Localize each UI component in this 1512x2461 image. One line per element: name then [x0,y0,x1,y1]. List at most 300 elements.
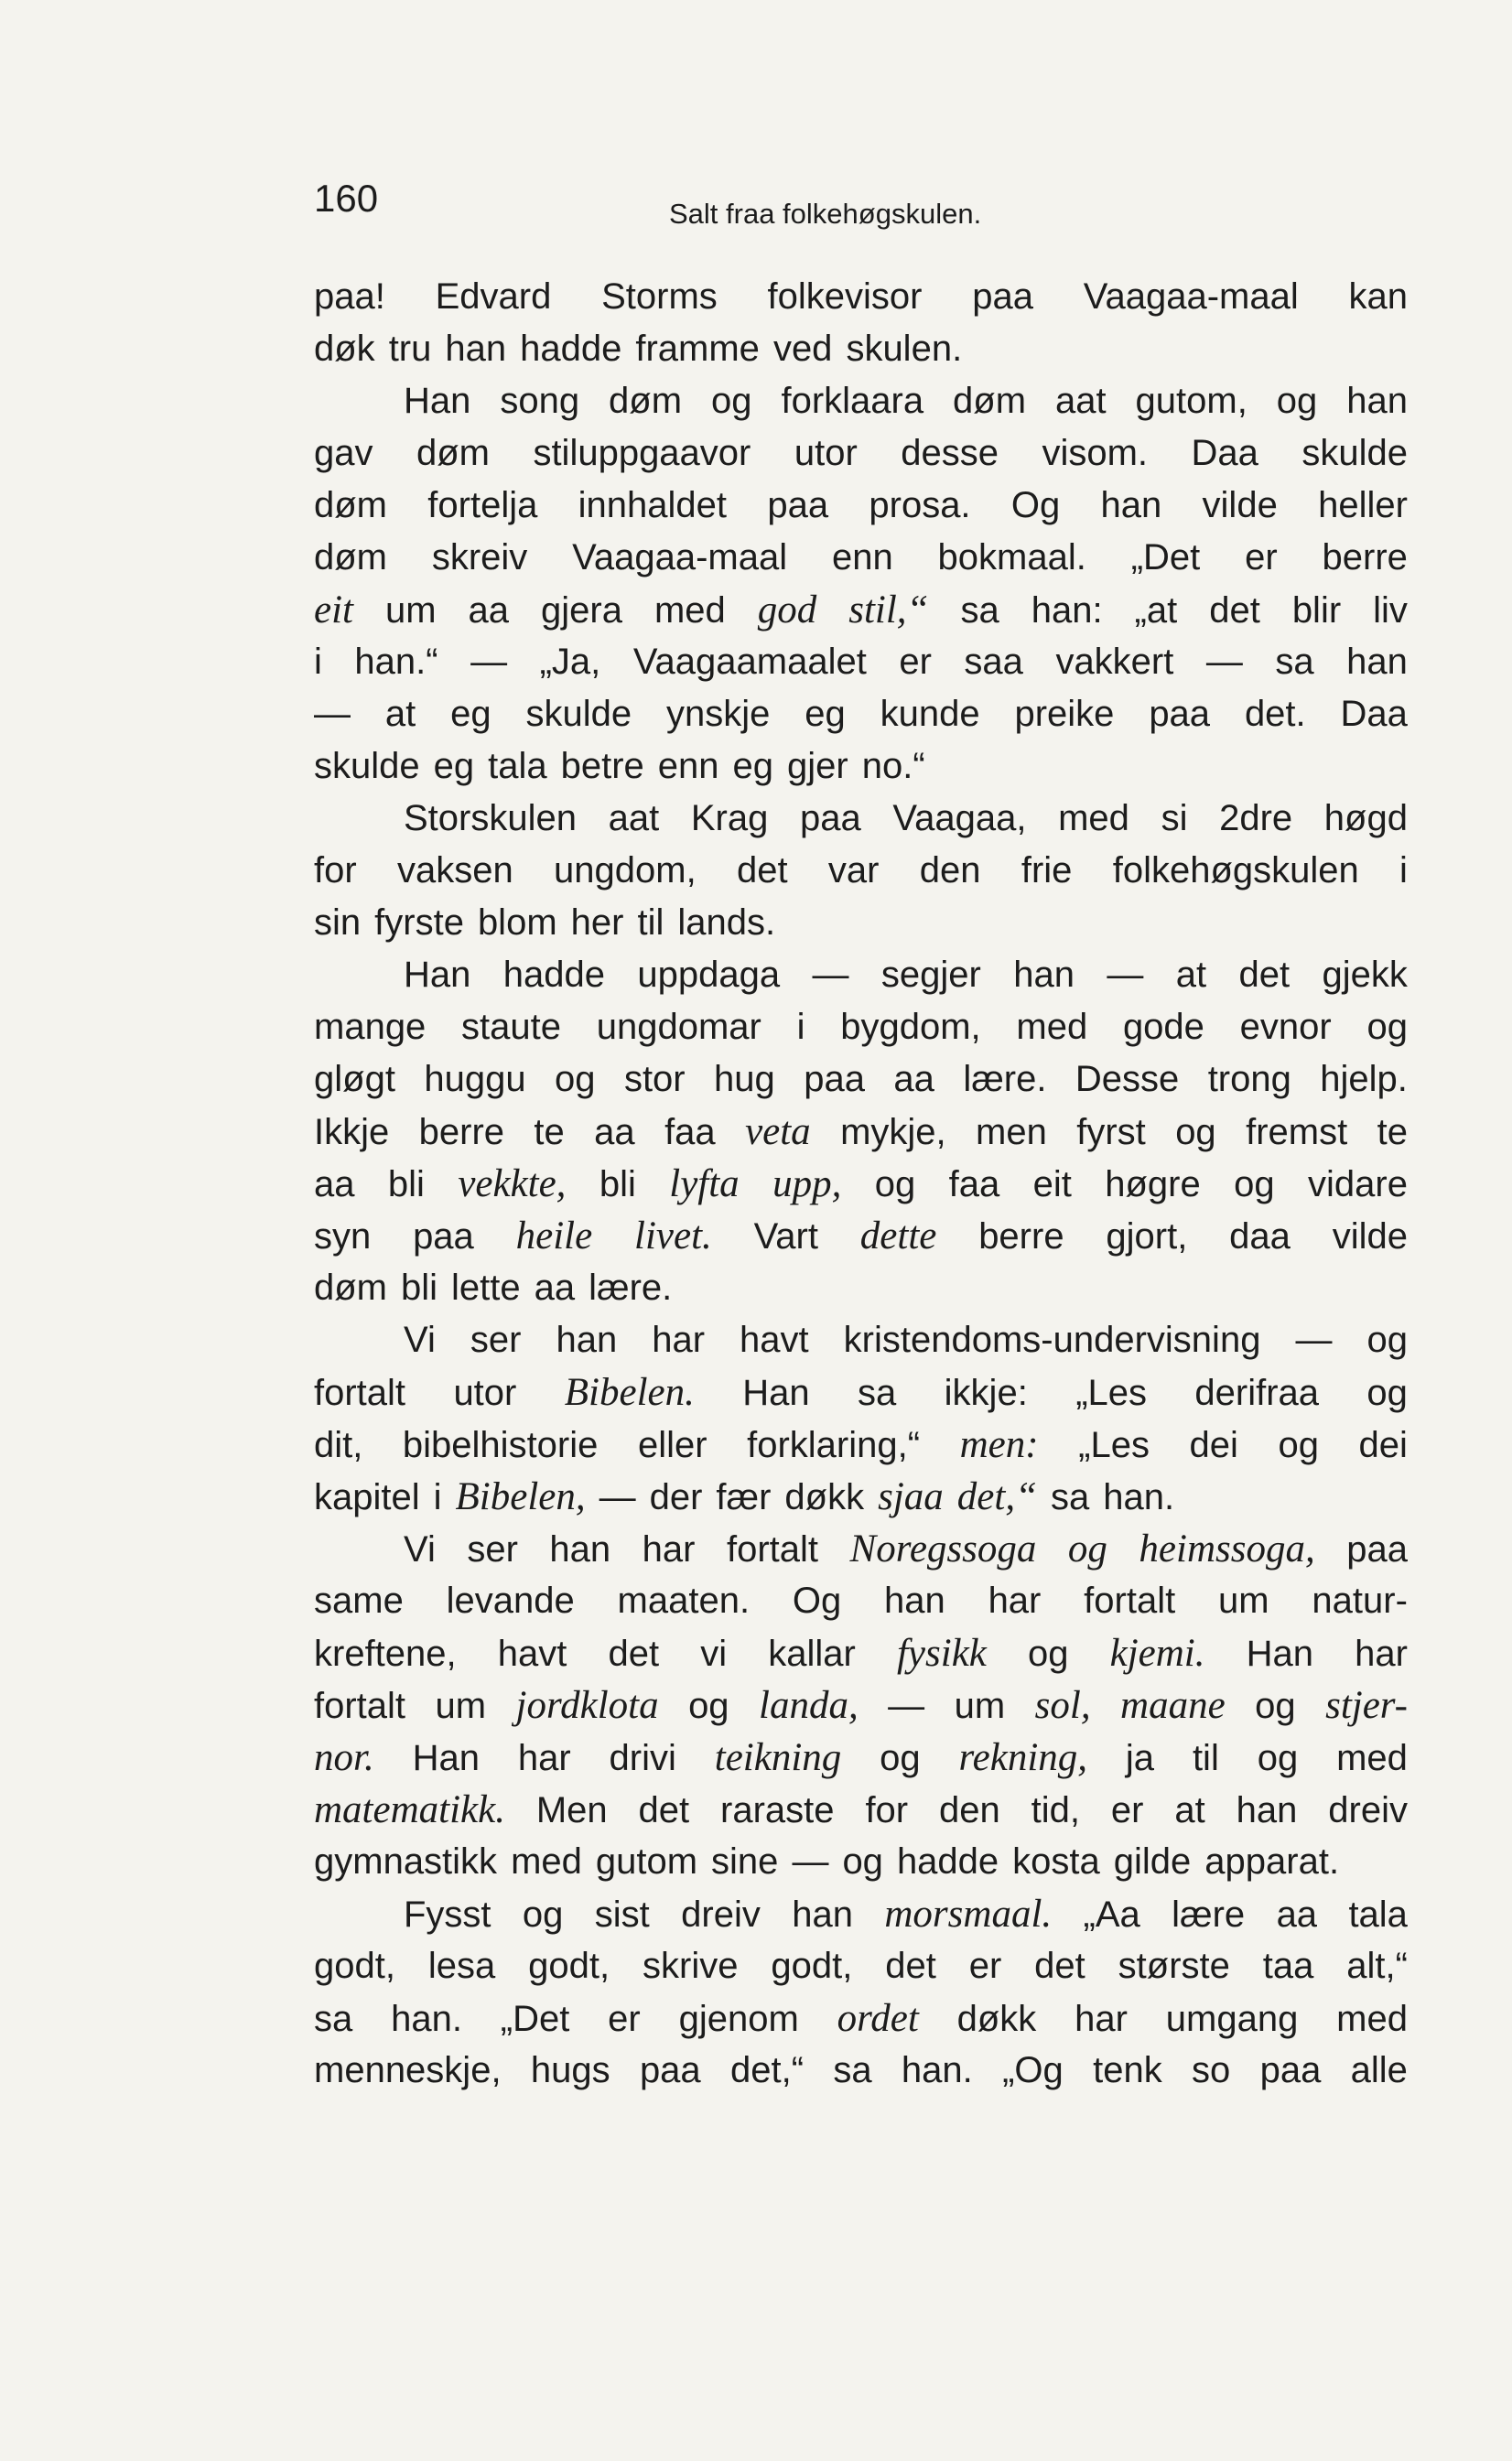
word: er [968,1946,1002,1986]
word: gløgt [314,1059,395,1099]
word: Han [1246,1634,1314,1674]
word: det,“ [730,2050,805,2090]
word: Edvard [435,276,552,317]
italic-word: eit [314,588,353,631]
word: han [549,1529,611,1570]
word: Men [535,1790,608,1830]
italic-word: landa, [759,1684,859,1727]
italic-word: kjemi. [1109,1632,1205,1675]
text-line [314,949,1408,1001]
italic-word: teikning [714,1736,842,1779]
word: Han [742,1373,810,1413]
text-line [314,1419,1408,1471]
text-line [314,1784,1408,1836]
word: gjekk [1322,955,1408,995]
word: no.“ [861,746,925,786]
word: kallar [768,1634,856,1674]
text-line [314,532,1408,584]
word: fyrst [1076,1112,1146,1152]
word: ungdom, [554,850,697,890]
word: frie [1021,850,1073,890]
word: og [688,1686,729,1726]
word: paa [804,1059,865,1099]
word: tenk [1093,2050,1162,2090]
word: det [885,1946,936,1986]
italic-word: jordklota [515,1684,659,1727]
text-line [314,1627,1408,1679]
word: fortalt [1084,1581,1176,1621]
word: taa [1262,1946,1314,1986]
word: Storskulen [404,798,577,838]
word: enn [657,746,719,786]
word: bli [599,1164,636,1204]
word: liv [1373,590,1408,631]
word: døm [416,433,490,473]
text-line [314,1575,1408,1627]
word: han.“ [354,642,438,682]
text-line [314,1210,1408,1262]
word: — [812,955,849,995]
word: preike [1014,694,1115,734]
word: berre [418,1112,505,1152]
text-line [314,1836,1408,1888]
word: i [1399,850,1408,890]
word: han. [391,1999,462,2039]
word: har [517,1738,571,1778]
word: daa [1229,1216,1291,1257]
word: at [1175,955,1207,995]
word: dei [1358,1425,1408,1465]
word: si [1161,798,1188,838]
word: bokmaal. [937,537,1086,577]
word: Vi [404,1320,436,1360]
word: „Det [500,1999,570,2039]
word: same [314,1581,404,1621]
body-text [314,271,1408,2097]
word: han [792,1894,853,1935]
word: tala [1348,1894,1408,1935]
word: men [976,1112,1047,1152]
word: Vaagaa-maal [572,537,788,577]
text-line [314,480,1408,532]
word: — [314,694,351,734]
word: fremst [1246,1112,1348,1152]
word: faa [664,1112,716,1152]
italic-word: upp, [772,1162,842,1205]
word: lære. [589,1268,673,1308]
word: kapitel [314,1477,420,1517]
italic-word: rekning, [958,1736,1088,1779]
text-line [314,688,1408,740]
word: med [1016,1007,1088,1047]
word: hug [714,1059,775,1099]
word: der [649,1477,703,1517]
word: til [1192,1738,1219,1778]
italic-word: stil,“ [848,588,929,631]
text-line [314,1106,1408,1158]
word: ungdomar [596,1007,761,1047]
word: han [884,1581,945,1621]
word: so [1192,2050,1231,2090]
word: har [652,1320,706,1360]
word: syn [314,1216,372,1257]
word: fær [716,1477,772,1517]
word: høgre [1105,1164,1201,1204]
word: Han [404,955,471,995]
word: vidare [1308,1164,1408,1204]
word: til [637,902,664,943]
word: skulen. [846,329,963,369]
word: han [445,329,507,369]
word: godt, [314,1946,395,1986]
word: gav [314,433,373,473]
word: er [1245,537,1278,577]
word: aat [1054,381,1107,421]
word: døm [314,537,387,577]
word: levande [446,1581,575,1621]
word: bli [387,1164,425,1204]
text-line [314,1523,1408,1575]
word: og [1276,381,1318,421]
word: sist [594,1894,650,1935]
word: det [1238,955,1291,995]
word: forklaara [781,381,924,421]
word: og [1234,1164,1275,1204]
word: trong [1207,1059,1291,1099]
word: han. [901,2050,973,2090]
word: alle [1350,2050,1408,2090]
text-line [314,1471,1408,1523]
word: her [570,902,624,943]
word: heller [1318,485,1408,525]
word: gjenom [678,1999,799,2039]
text-line [314,1158,1408,1210]
text-line [314,1262,1408,1314]
text-line [314,793,1408,845]
italic-word: Bibelen, [455,1475,586,1518]
word: ser [470,1320,522,1360]
word: „Og [1002,2050,1064,2090]
word: og [1255,1686,1296,1726]
word: paa! [314,276,385,317]
word: skulde [314,746,420,786]
word: det [608,1634,660,1674]
word: at [384,694,416,734]
word: dreiv [681,1894,761,1935]
word: paa [767,485,829,525]
word: og [880,1738,921,1778]
word: folkehøgskulen [1112,850,1359,890]
word: han: [1031,590,1103,631]
word: visom. [1042,433,1149,473]
word: lette [451,1268,521,1308]
word: skulde [525,694,632,734]
word: — [1205,642,1243,682]
italic-word: matematikk. [314,1788,505,1831]
word: kreftene, [314,1634,457,1674]
word: for [865,1790,909,1830]
word: Vaagaa-maal [1083,276,1299,317]
word: hugs [530,2050,610,2090]
word: „Ja, [539,642,601,682]
word: Vart [753,1216,818,1257]
word: og [1175,1112,1216,1152]
word: fortalt [314,1373,406,1413]
word: ynskje [665,694,771,734]
word: gjer [787,746,848,786]
word: det. [1244,694,1306,734]
word: enn [831,537,893,577]
italic-word: morsmaal. [884,1893,1053,1936]
word: maaten. [617,1581,751,1621]
word: og [1366,1373,1408,1413]
word: paa [413,1216,474,1257]
text-line [314,427,1408,480]
italic-word: sjaa [878,1475,944,1518]
word: paa [1149,694,1211,734]
italic-word: Bibelen. [564,1371,695,1414]
word: — [888,1686,925,1726]
word: paa [1259,2050,1322,2090]
word: største [1118,1946,1230,1986]
word: aa [594,1112,635,1152]
word: er [1110,1790,1144,1830]
word: — [599,1477,636,1517]
word: hadde [502,955,606,995]
word: lære [1172,1894,1246,1935]
word: døm [609,381,683,421]
italic-word: nor. [314,1736,374,1779]
word: døk [314,329,375,369]
word: han [1236,1790,1298,1830]
italic-word: heimssoga, [1139,1527,1315,1571]
word: Og [1010,485,1061,525]
word: er [608,1999,641,2039]
text-line [314,584,1408,636]
text-line [314,1888,1408,1940]
page-header [314,179,1408,243]
word: gutom, [1135,381,1247,421]
word: kan [1348,276,1408,317]
word: menneskje, [314,2050,502,2090]
word: har [1355,1634,1408,1674]
word: utor [453,1373,517,1413]
word: og [1366,1320,1408,1360]
word: — [1107,955,1144,995]
word: kosta [1012,1841,1100,1882]
word: aa [314,1164,355,1204]
text-line [314,1940,1408,1992]
word: sine [711,1841,779,1882]
word: Vaagaa, [892,798,1027,838]
word: framme [635,329,760,369]
word: han [1346,642,1408,682]
word: „Les [1078,1425,1150,1465]
word: prosa. [869,485,971,525]
word: lære. [963,1059,1047,1099]
word: og [1278,1425,1319,1465]
word: dreiv [1328,1790,1408,1830]
word: betre [560,746,644,786]
word: eg [732,746,774,786]
word: var [827,850,880,890]
word: med [1336,1999,1408,2039]
text-line [314,2045,1408,2097]
word: eg [433,746,475,786]
word: godt, [771,1946,853,1986]
word: bygdom, [840,1007,981,1047]
word: for [314,850,357,890]
word: godt, [528,1946,610,1986]
word: eg [805,694,846,734]
word: døm [314,485,387,525]
italic-word: god [757,588,817,631]
word: blom [477,902,557,943]
text-line [314,375,1408,427]
italic-word: veta [745,1110,811,1153]
word: lands. [677,902,776,943]
word: forklaring,“ [747,1425,921,1465]
word: desse [901,433,999,473]
word: aa [893,1059,934,1099]
word: døm [314,1268,387,1308]
word: Vi [404,1529,436,1570]
italic-word: vekkte, [458,1162,567,1205]
word: døkk [784,1477,865,1517]
word: i [433,1477,442,1517]
word: det [1034,1946,1085,1986]
word: blir [1291,590,1342,631]
italic-word: heile [515,1214,593,1257]
word: Daa [1340,694,1408,734]
word: um [435,1686,487,1726]
word: med [1058,798,1129,838]
word: kunde [880,694,980,734]
word: gode [1122,1007,1204,1047]
text-line [314,1992,1408,2045]
word: han [1013,955,1075,995]
word: alt,“ [1346,1946,1408,1986]
word: fyrste [374,902,464,943]
word: hadde [520,329,622,369]
word: song [500,381,580,421]
word: folkevisor [767,276,923,317]
word: „Aa [1083,1894,1140,1935]
word: Han [412,1738,480,1778]
text-line [314,1679,1408,1732]
word: faa [948,1164,1000,1204]
text-line [314,1001,1408,1053]
word: dei [1189,1425,1238,1465]
word: gutom [595,1841,698,1882]
word: gymnastikk [314,1841,498,1882]
word: skulde [1301,433,1408,473]
word: ved [772,329,833,369]
word: har [988,1581,1042,1621]
word: er [899,642,932,682]
word: um [384,590,437,631]
word: med [1336,1738,1408,1778]
word: mykje, [840,1112,946,1152]
word: innhaldet [578,485,728,525]
word: saa [964,642,1023,682]
word: — [792,1841,829,1882]
word: fortalt [314,1686,406,1726]
word: ser [467,1529,518,1570]
word: har [1075,1999,1128,2039]
italic-word: ordet [837,1997,919,2040]
word: havt [497,1634,567,1674]
word: vilde [1202,485,1278,525]
text-line [314,1732,1408,1784]
word: „Det [1130,537,1201,577]
word: — [1295,1320,1333,1360]
word: — [470,642,508,682]
word: hadde [896,1841,999,1882]
word: Vaagaamaalet [632,642,867,682]
italic-word: og [1067,1527,1107,1571]
word: um [954,1686,1006,1726]
word: paa [1346,1529,1408,1570]
text-line [314,1314,1408,1366]
word: fortelja [427,485,538,525]
word: te [534,1112,565,1152]
word: segjer [880,955,981,995]
italic-word: det,“ [956,1475,1037,1518]
word: Fysst [404,1894,491,1935]
word: mange [314,1007,427,1047]
word: den [919,850,981,890]
page-number: 160 [314,177,379,220]
word: 2dre [1219,798,1293,838]
word: har [642,1529,696,1570]
word: med [511,1841,582,1882]
word: vakkert [1055,642,1174,682]
italic-word: sol, [1034,1684,1091,1727]
word: han [1346,381,1408,421]
word: lesa [427,1946,496,1986]
word: vilde [1332,1216,1408,1257]
word: gjera [541,590,622,631]
word: Storms [601,276,718,317]
word: i [796,1007,805,1047]
word: ikkje: [944,1373,1028,1413]
word: „at [1134,590,1178,631]
word: gjort, [1106,1216,1188,1257]
text-line [314,323,1408,375]
word: kristendoms-undervisning [843,1320,1261,1360]
text-line [314,271,1408,323]
word: raraste [720,1790,835,1830]
word: sa [960,590,999,631]
word: „Les [1075,1373,1148,1413]
word: i [314,642,322,682]
word: døm [953,381,1027,421]
word: og [842,1841,883,1882]
word: sin [314,902,362,943]
word: berre [1322,537,1408,577]
word: Og [792,1581,842,1621]
word: eller [637,1425,707,1465]
text-line [314,897,1408,949]
word: gilde [1113,1841,1192,1882]
word: han [1100,485,1162,525]
word: tru [388,329,432,369]
word: te [1377,1112,1408,1152]
italic-word: lyfta [669,1162,740,1205]
word: tala [488,746,547,786]
word: havt [740,1320,809,1360]
